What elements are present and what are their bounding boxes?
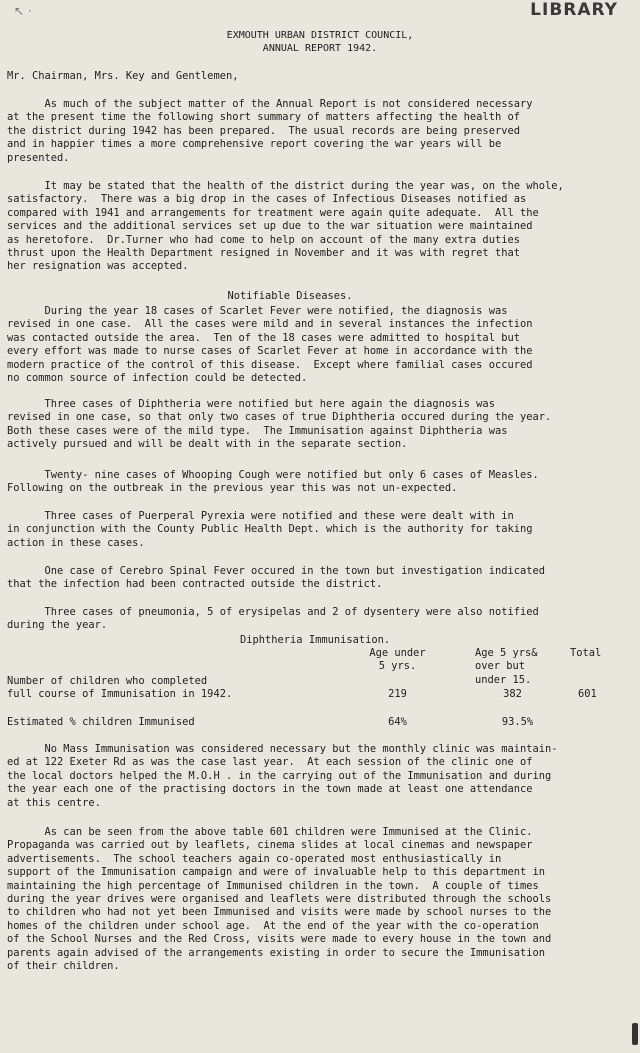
table-title: Diphtheria Immunisation. bbox=[240, 634, 391, 646]
paragraph-whooping-cough: Twenty- nine cases of Whooping Cough were notified but only 6 cases of Measles. Following on the outbreak in the previous year this was not un-expected. bbox=[7, 469, 539, 495]
paragraph-intro: As much of the subject matter of the Annual Report is not considered necessary at the present time the following short summary of matters affecting the health of the district during 1942 has been prepared. The usual records are being preserved and in happier times a more comprehensive report covering the war years will be presented. bbox=[7, 98, 533, 164]
paragraph-health-summary: It may be stated that the health of the district during the year was, on the whole, satisfactory. There was a big drop in the cases of Infectious Diseases notified as compared with 1941 and arrangements for treatment were again quite adequate. All the services and the additional services set up due to the war situation were maintained as heretofore. Dr.Turner who had come to help on account of the many extra duties thrust upon the Health Department resigned in November and it was with regret that her resignation was accepted. bbox=[7, 180, 564, 273]
section-heading-notifiable-diseases: Notifiable Diseases. bbox=[227, 290, 353, 302]
paragraph-other-notifications: Three cases of pneumonia, 5 of erysipelas and 2 of dysentery were also notified during the year. bbox=[7, 606, 539, 632]
column-header-under-5: Age under 5 yrs. bbox=[369, 647, 426, 673]
library-stamp: LIBRARY bbox=[530, 0, 618, 20]
cell-5-to-15-count: 382 bbox=[503, 688, 522, 700]
council-name: EXMOUTH URBAN DISTRICT COUNCIL, bbox=[226, 30, 414, 41]
column-header-5-to-15: Age 5 yrs& over but under 15. bbox=[475, 647, 538, 686]
row-label-estimated-percent: Estimated % children Immunised bbox=[7, 716, 195, 728]
cell-5-to-15-percent: 93.5% bbox=[501, 716, 534, 728]
row-label-completed-course: Number of children who completed full course of Immunisation in 1942. bbox=[7, 675, 233, 701]
paragraph-cerebro-spinal-fever: One case of Cerebro Spinal Fever occured in the town but investigation indicated that the infection had been contracted outside the district. bbox=[7, 565, 545, 591]
corner-handwritten-mark: ↖ · bbox=[14, 4, 32, 18]
cell-total-count: 601 bbox=[578, 688, 597, 700]
report-title: ANNUAL REPORT 1942. bbox=[262, 43, 378, 54]
paragraph-immunisation-clinic: No Mass Immunisation was considered necessary but the monthly clinic was maintain- ed at 122 Exeter Rd as was the case last year. At each session of the clinic one of the local doctors helped the M.O.H . in the carrying out of the Immunisation and during the year each one of the practising doctors in the town made at least one attendance at this centre. bbox=[7, 743, 558, 809]
column-header-total: Total bbox=[570, 647, 602, 659]
paragraph-scarlet-fever: During the year 18 cases of Scarlet Fever were notified, the diagnosis was revised in one case. All the cases were mild and in several instances the infection was contacted outside the area. Ten of the 18 cases were admitted to hospital but every effort was made to nurse cases of Scarlet Fever at home in accordance with the modern practice of the control of this disease. Except where familial cases occured no common source of infection could be detected. bbox=[7, 305, 533, 385]
page-edge-mark bbox=[632, 1023, 638, 1045]
cell-under-5-percent: 64% bbox=[388, 716, 407, 728]
paragraph-diphtheria: Three cases of Diphtheria were notified but here again the diagnosis was revised in one case, so that only two cases of true Diphtheria occured during the year. Both these cases were of the mild type. The Immunisation against Diphtheria was actively pursued and will be dealt with in the separate section. bbox=[7, 398, 552, 451]
salutation: Mr. Chairman, Mrs. Key and Gentlemen, bbox=[7, 70, 239, 82]
cell-under-5-count: 219 bbox=[388, 688, 407, 700]
paragraph-puerperal-pyrexia: Three cases of Puerperal Pyrexia were notified and these were dealt with in in conjunction with the County Public Health Dept. which is the authority for taking action in these cases. bbox=[7, 510, 533, 549]
paragraph-immunisation-propaganda: As can be seen from the above table 601 children were Immunised at the Clinic. Propaganda was carried out by leaflets, cinema slides at local cinemas and newspaper advertisements. The school teachers again co-operated most enthusiastically in support of the Immunisation campaign and were of invaluable help to this department in maintaining the high percentage of Immunised children in the town. A couple of times during the year drives were organised and leaflets were distributed through the schools to children who had not yet been Immunised and visits were made by school nurses to the homes of the children under school age. At the end of the year with the co-operation of the School Nurses and the Red Cross, visits were made to every house in the town and parents again advised of the arrangements existing in order to secure the Immunisation of their children. bbox=[7, 826, 552, 973]
